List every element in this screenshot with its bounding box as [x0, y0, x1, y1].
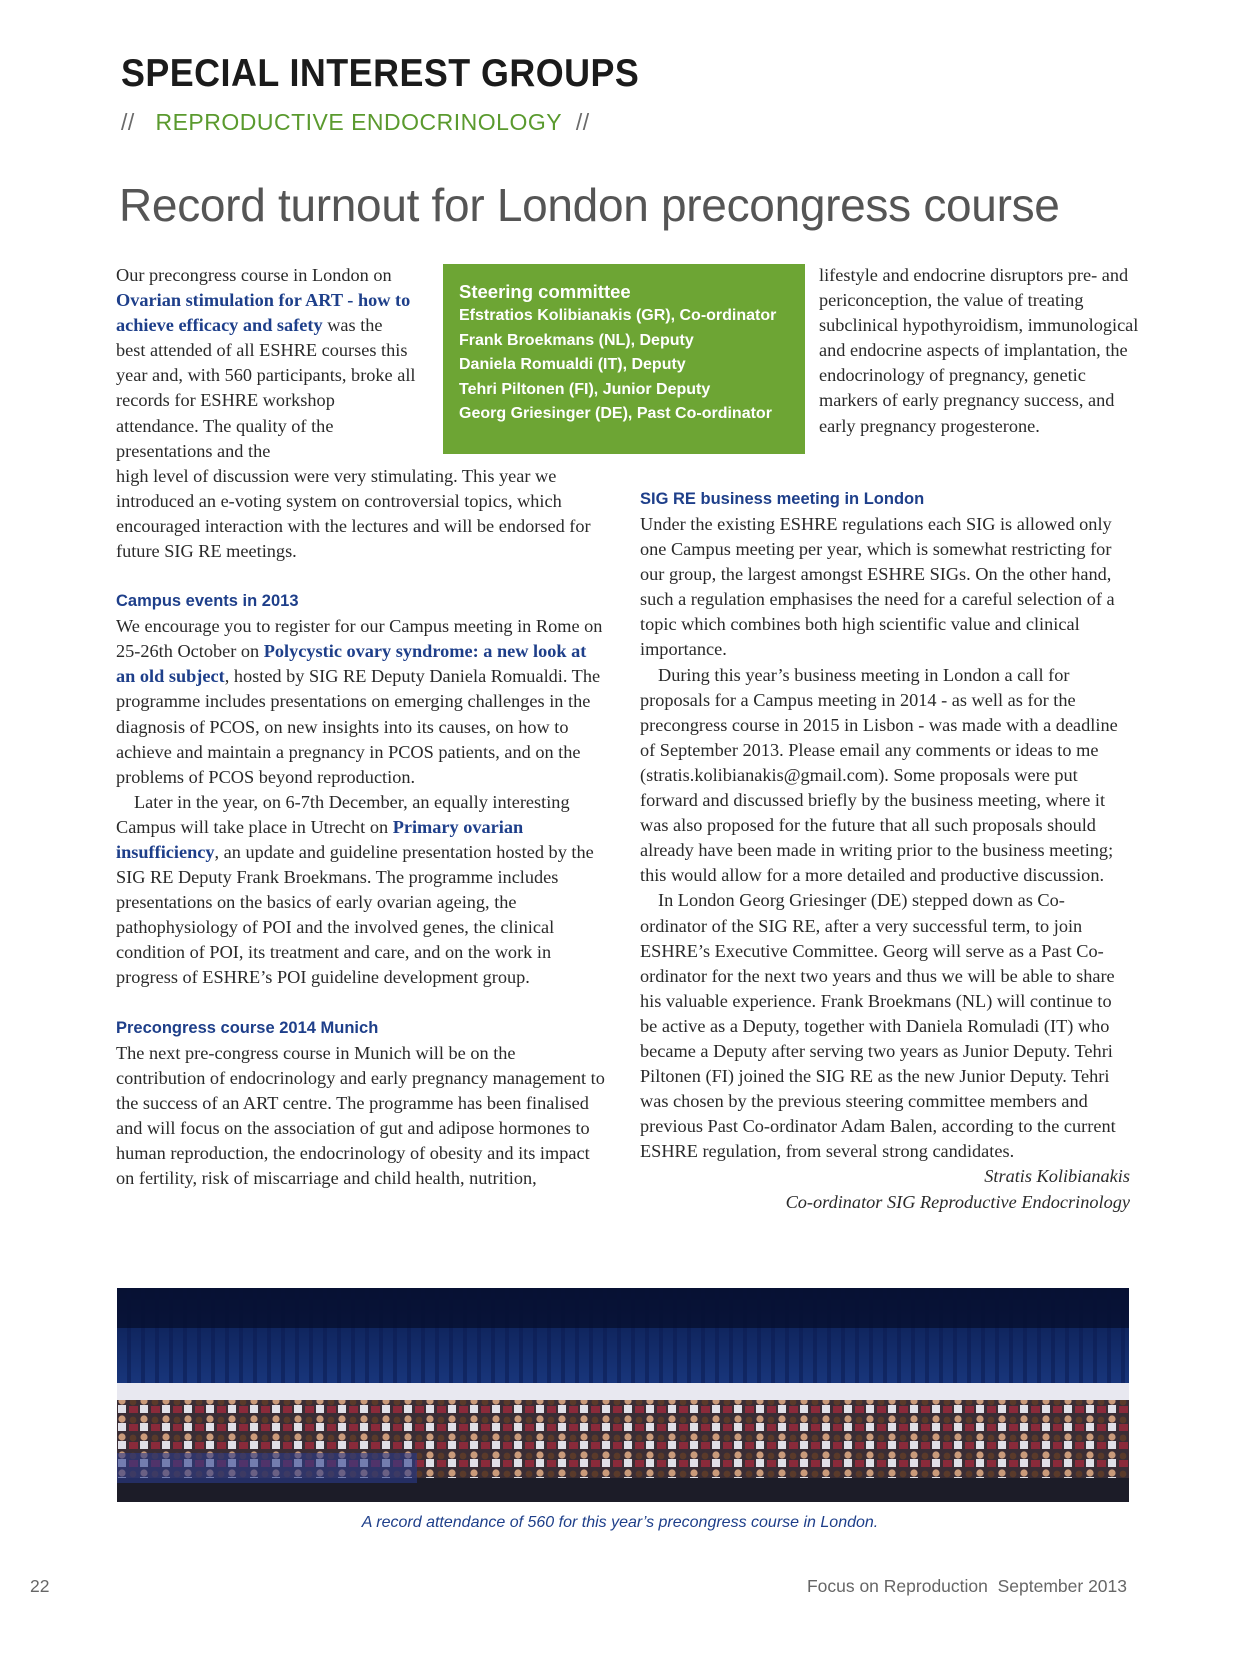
- steering-member: Frank Broekmans (NL), Deputy: [459, 331, 694, 349]
- subsection-title: REPRODUCTIVE ENDOCRINOLOGY: [155, 109, 563, 135]
- signature-name: Stratis Kolibianakis: [984, 1166, 1130, 1187]
- intro-lead: Our precongress course in London on: [116, 265, 392, 285]
- section-title: SPECIAL INTEREST GROUPS: [121, 52, 640, 95]
- right-column: [640, 487, 1130, 1215]
- subsection-label: [121, 109, 590, 136]
- business-paragraph-1: Under the existing ESHRE regulations each SIG is allowed only one Campus meeting per year, which is somewhat restricting for our group, the largest amongst ESHRE SIGs. On the other hand, such a regulation emphasises the need for a careful selection of a topic which combines both high scientific value and clinical importance.: [640, 514, 1115, 660]
- signature-role: Co-ordinator SIG Reproductive Endocrinology: [785, 1191, 1130, 1212]
- steering-committee-title: Steering committee: [459, 281, 631, 302]
- campus-paragraph-1: [116, 614, 606, 790]
- publication-info: Focus on Reproduction September 2013: [806, 1576, 1127, 1596]
- intro-paragraph: [116, 263, 416, 464]
- audience-photo-illustration: [117, 1288, 1129, 1502]
- campus-heading: Campus events in 2013: [116, 592, 299, 611]
- photo-caption: A record attendance of 560 for this year’s precongress course in London.: [361, 1514, 879, 1531]
- steering-member: Tehri Piltonen (FI), Junior Deputy: [459, 380, 711, 398]
- left-column: [116, 263, 606, 1191]
- campus-p2-lead: Later in the year, on 6-7th December, an equally interesting Campus will take place in Utrecht on: [116, 791, 570, 837]
- steering-member: Georg Griesinger (DE), Past Co-ordinator: [459, 405, 772, 423]
- campus-p1-lead: We encourage you to register for our Campus meeting in Rome on 25-26th October on: [116, 616, 603, 662]
- subsection-prefix: //: [121, 109, 135, 135]
- page-number: 22: [30, 1576, 50, 1596]
- campus-p1-body: , hosted by SIG RE Deputy Daniela Romualdi. The programme includes presentations on emerging challenges in the diagnosis of PCOS, on new insights into its causes, on how to achieve and maintain a pregnancy in PCOS patients, and on the problems of PCOS beyond reproduction.: [116, 666, 601, 787]
- pcos-title-link: Polycystic ovary syndrome: a new look at an old subject: [116, 641, 587, 687]
- business-paragraph-3: In London Georg Griesinger (DE) stepped down as Co-ordinator of the SIG RE, after a very successful term, to join ESHRE’s Executive Committee. Georg will serve as a Past Co-ordinator for the next two years and thus we will be able to share his valuable experience. Frank Broekmans (NL) will continue to be active as a Deputy, together with Daniela Romuladi (IT) who became a Deputy after serving two years as Junior Deputy. Tehri Piltonen (FI) joined the SIG RE as the new Junior Deputy. Tehri was chosen by the previous steering committee members and previous Past Co-ordinator Adam Balen, according to the current ESHRE regulation, from several strong candidates.: [640, 890, 1116, 1162]
- audience-photo: [117, 1288, 1129, 1502]
- intro-body-start: was the best attended of all ESHRE courses this year and, with 560 participants, broke all records for ESHRE workshop attendance. The quality of the presentations and the: [116, 315, 416, 461]
- article-headline: Record turnout for London precongress course: [119, 179, 1060, 231]
- course-title-link: Ovarian stimulation for ART - how to achieve efficacy and safety: [116, 290, 411, 336]
- steering-member: Efstratios Kolibianakis (GR), Co-ordinator: [459, 307, 777, 324]
- right-column-continuation: [819, 263, 1139, 439]
- munich-heading: Precongress course 2014 Munich: [116, 1018, 379, 1037]
- munich-continued: lifestyle and endocrine disruptors pre- and periconception, the value of treating subclinical hypothyroidism, immunological and endocrine aspects of implantation, the endocrinology of pregnancy, genetic markers of early pregnancy success, and early pregnancy progesterone.: [819, 265, 1139, 436]
- subsection-suffix: //: [575, 109, 590, 135]
- campus-p2-body: , an update and guideline presentation hosted by the SIG RE Deputy Frank Broekmans. The programme includes presentations on the basics of early ovarian ageing, the pathophysiology of POI and the involved genes, the clinical condition of POI, its treatment and care, and on the work in progress of ESHRE’s POI guideline development group.: [116, 841, 594, 988]
- poi-title-link: Primary ovarian insufficiency: [116, 816, 524, 862]
- business-paragraph-2: During this year’s business meeting in London a call for proposals for a Campus meeting in 2014 - as well as for the precongress course in 2015 in Lisbon - was made with a deadline of September 2013. Please email any comments or ideas to me (stratis.kolibianakis@gmail.com). Some proposals were put forward and discussed briefly by the business meeting, where it was also proposed for the future that all such proposals should already have been made in writing prior to the business meeting; this would allow for a more detailed and productive discussion.: [640, 664, 1118, 886]
- intro-paragraph-cont: high level of discussion were very stimulating. This year we introduced an e-voting system on controversial topics, which encouraged interaction with the lectures and will be endorsed for future SIG RE meetings.: [116, 465, 591, 562]
- munich-paragraph: The next pre-congress course in Munich will be on the contribution of endocrinology and early pregnancy management to the success of an ART centre. The programme has been finalised and will focus on the association of gut and adipose hormones to human reproduction, the endocrinology of obesity and its impact on fertility, risk of miscarriage and child health, nutrition,: [116, 1042, 605, 1188]
- business-heading: SIG RE business meeting in London: [640, 490, 925, 508]
- campus-paragraph-2: [116, 790, 606, 991]
- steering-member: Daniela Romualdi (IT), Deputy: [459, 356, 686, 374]
